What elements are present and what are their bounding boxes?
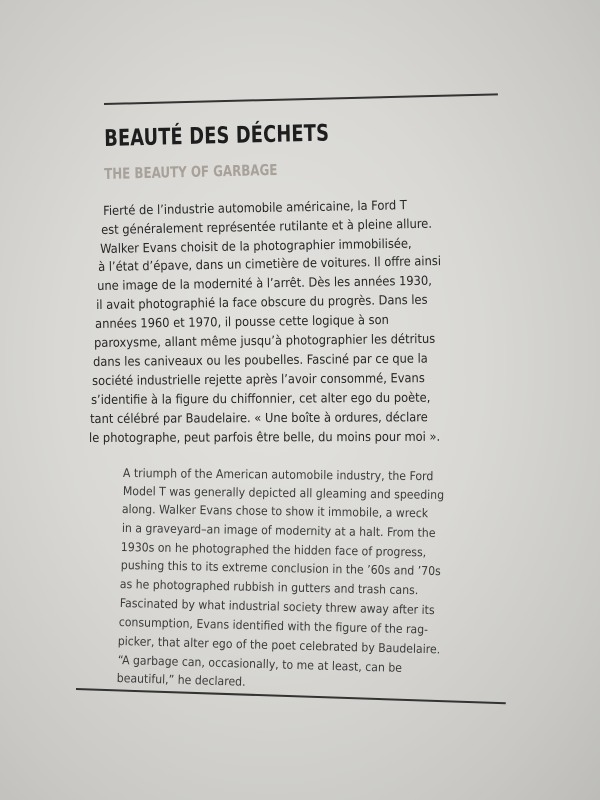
english-text-line: along. Walker Evans chose to show it immobile, a wreck — [121, 502, 429, 521]
french-text-line: le photographe, peut parfois être belle, du moins pour moi ». — [89, 428, 441, 445]
french-text-line: à l’état d’épave, dans un cimetière de voitures. Il offre ainsi — [98, 253, 442, 274]
placard-title: BEAUTÉ DES DÉCHETS — [104, 120, 330, 152]
french-text-line: une image de la modernité à l’arrêt. Dès les années 1930, — [97, 272, 432, 293]
english-text-line: as he photographed rubbish in gutters and trash cans. — [119, 577, 419, 598]
french-text-line: dans les caniveaux ou les poubelles. Fasciné par ce que la — [93, 350, 428, 369]
english-text-line: 1930s on he photographed the hidden face of progress, — [120, 540, 427, 560]
french-text-line: Walker Evans choisit de la photographier immobilisée, — [100, 235, 412, 256]
french-text-line: il avait photographié la face obscure du progrès. Dans les — [96, 291, 428, 312]
english-text-line: A triumph of the American automobile industry, the Ford — [122, 466, 434, 484]
english-text-line: in a graveyard–an image of modernity at a halt. From the — [121, 521, 436, 540]
french-text-line: tant célébré par Baudelaire. « Une boîte à ordures, déclare — [90, 409, 428, 426]
french-text-line: paroxysme, allant même jusqu’à photographier les détritus — [94, 330, 436, 350]
french-text-line: est généralement représentée rutilante et à pleine allure. — [101, 215, 433, 237]
english-text-line: pushing this to its extreme conclusion in the ’60s and ’70s — [120, 558, 441, 579]
english-text-line: Model T was generally depicted all gleaming and speeding — [122, 484, 445, 502]
french-text-line: s’identifie à la figure du chiffonnier, cet alter ego du poète, — [91, 389, 431, 407]
bottom-divider-rule — [76, 688, 506, 704]
english-text-line: picker, that alter ego of the poet celebrated by Baudelaire. — [117, 634, 441, 657]
top-divider-rule — [104, 93, 498, 105]
placard-subtitle: THE BEAUTY OF GARBAGE — [104, 160, 278, 183]
french-text-line: années 1960 et 1970, il pousse cette logique à son — [95, 311, 389, 331]
english-text-line: Fascinated by what industrial society threw away after its — [119, 596, 435, 618]
english-text-line: beautiful,” he declared. — [116, 671, 246, 689]
english-text-line: consumption, Evans identified with the figure of the rag- — [118, 615, 429, 637]
french-text-line: Fierté de l’industrie automobile américaine, la Ford T — [103, 197, 407, 218]
french-text-line: société industrielle rejette après l’avoir consommé, Evans — [92, 370, 425, 388]
english-text-line: “A garbage can, occasionally, to me at least, can be — [117, 653, 403, 675]
